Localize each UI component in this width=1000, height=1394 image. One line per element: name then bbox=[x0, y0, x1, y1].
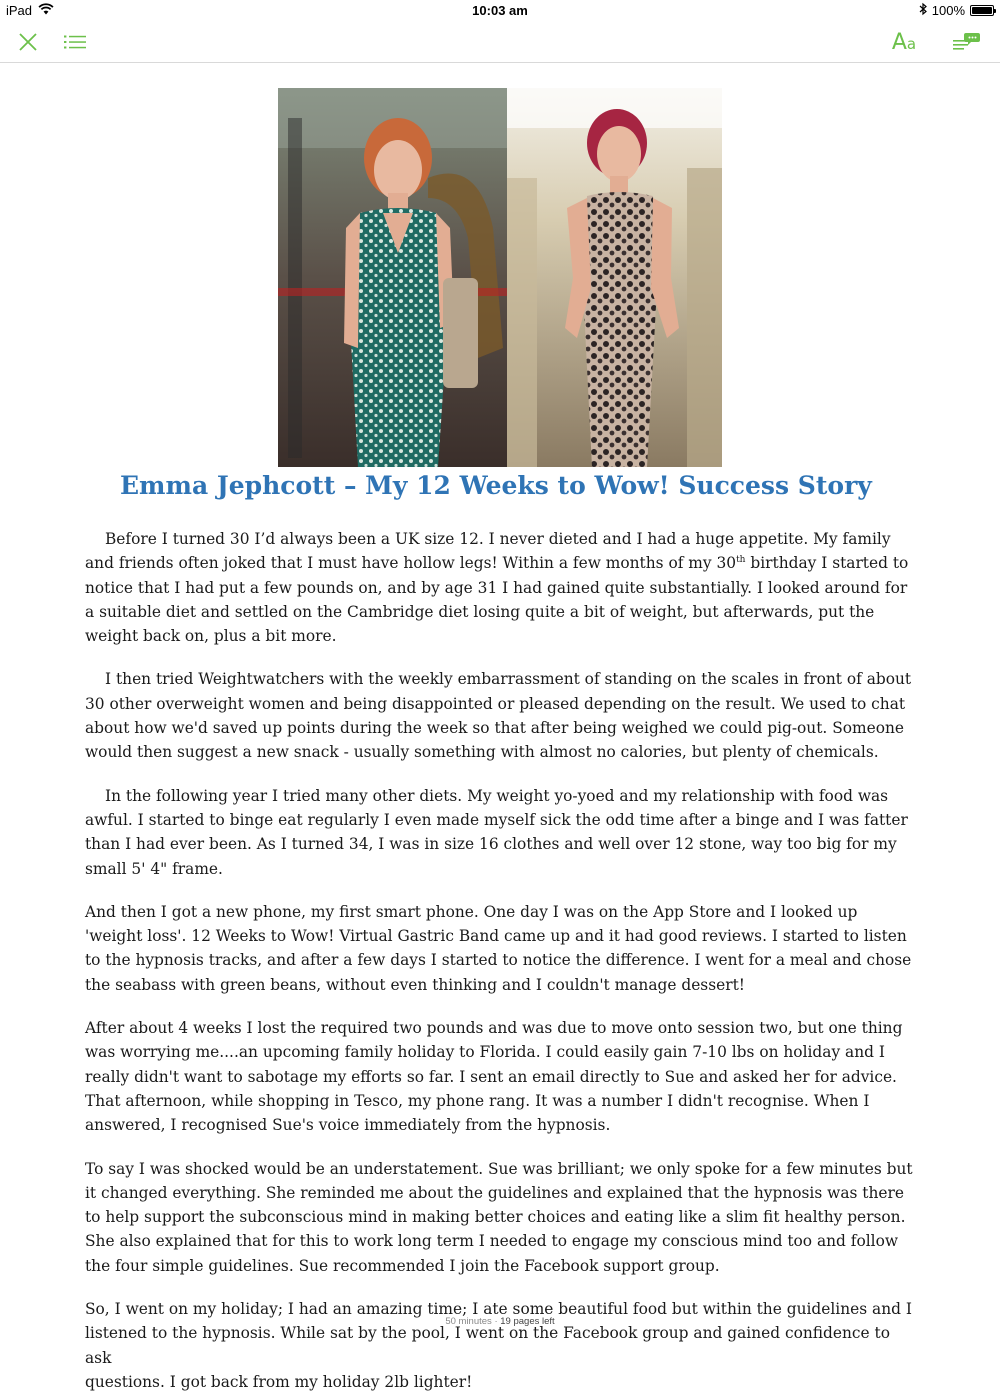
reader-toolbar bbox=[0, 22, 1000, 63]
article-body[interactable] bbox=[85, 527, 917, 1391]
reading-progress bbox=[0, 1316, 1000, 1327]
heading-title: My 12 Weeks to Wow! Success Story bbox=[365, 471, 872, 500]
paragraph: After about 4 weeks I lost the required two pounds and was due to move onto session two, but one thing was worrying me....an upcoming family holiday to Florida. I could easily gain 7-10 lbs on holiday and I really didn't want to sabotage my efforts so far. I sent an email directly to Sue and asked her for advice. That afternoon, while shopping in Tesco, my phone rang. It was a number I didn't recognise. When I answered, I recognised Sue's voice immediately from the hypnosis. bbox=[85, 1019, 903, 1135]
close-button[interactable] bbox=[12, 26, 44, 58]
status-bar bbox=[0, 0, 1000, 22]
battery-icon bbox=[970, 5, 994, 16]
notes-icon bbox=[952, 31, 980, 53]
paragraph: And then I got a new phone, my first smart phone. One day I was on the App Store and I looked up 'weight loss'. 12 Weeks to Wow! Virtual Gastric Band came up and it had good reviews. I started to listen to the hypnosis tracks, and after a few days I started to notice the difference. I went for a meal and chose the seabass with green beans, without even thinking and I couldn't manage dessert! bbox=[85, 902, 912, 994]
bluetooth-icon bbox=[919, 3, 927, 18]
device-label: iPad bbox=[6, 3, 33, 18]
font-settings-button[interactable] bbox=[884, 26, 924, 58]
chapter-heading bbox=[120, 471, 920, 500]
before-photo bbox=[278, 88, 507, 467]
after-photo bbox=[507, 88, 722, 467]
list-icon bbox=[64, 34, 86, 50]
footer-separator: · bbox=[491, 1316, 501, 1327]
paragraph: In the following year I tried many other diets. My weight yo-yoed and my relationship with food was awful. I started to binge eat regularly I even made myself sick the odd time after a binge and I was fatter than I had ever been. As I turned 34, I was in size 16 clothes and well over 12 stone, way too big for my small 5' 4" frame. bbox=[85, 786, 908, 878]
heading-dash: – bbox=[335, 471, 366, 500]
status-time: 10:03 am bbox=[472, 3, 528, 18]
paragraph: I then tried Weightwatchers with the weekly embarrassment of standing on the scales in front of about 30 other overweight women and being disappointed or pleased depending on the result. We used to chat about how we'd saved up points during the week so that after being weighed we could pig-out. Someone would then suggest a new snack - usually something with almost no calories, but plenty of chemicals. bbox=[85, 670, 912, 762]
battery-fill bbox=[972, 7, 992, 14]
heading-name: Emma Jephcott bbox=[120, 471, 336, 500]
paragraph: To say I was shocked would be an understatement. Sue was brilliant; we only spoke for a few minutes but it changed everything. She reminded me about the guidelines and explained that the hypnosis was there to help support the subconscious mind in making better choices and eating like a slim fit healthy person. She also explained that for this to work long term I needed to engage my conscious mind too and follow the four simple guidelines. Sue recommended I join the Facebook support group. bbox=[85, 1159, 913, 1275]
cut-off-line: questions. I got back from my holiday 2lb lighter! bbox=[85, 1372, 473, 1391]
status-right bbox=[919, 3, 994, 18]
close-icon bbox=[18, 32, 38, 52]
battery-percent: 100% bbox=[931, 3, 965, 18]
table-of-contents-button[interactable] bbox=[59, 26, 91, 58]
time-left: 50 minutes bbox=[445, 1316, 492, 1327]
notes-button[interactable] bbox=[950, 26, 982, 58]
pages-left: 19 pages left bbox=[500, 1316, 555, 1327]
font-size-icon: Aa bbox=[891, 29, 917, 55]
ordinal-superscript: th bbox=[736, 555, 746, 566]
paragraph: Before I turned 30 I’d always been a UK size 12. I never dieted and I had a huge appetite. My family and friends often joked that I must have hollow legs! Within a few months of my 30th birthday I started to notice that I had put a few pounds on, and by age 31 I had gained quite substantially. I looked around for a suitable diet and settled on the Cambridge diet losing quite a bit of weight, but afterwards, put the weight back on, plus a bit more. bbox=[85, 530, 909, 646]
before-after-photo bbox=[278, 88, 722, 467]
paragraph: So, I went on my holiday; I had an amazing time; I ate some beautiful food but within the guidelines and I listened to the hypnosis. While sat by the pool, I went on the Facebook group and gained confidence to ask bbox=[85, 1300, 912, 1367]
